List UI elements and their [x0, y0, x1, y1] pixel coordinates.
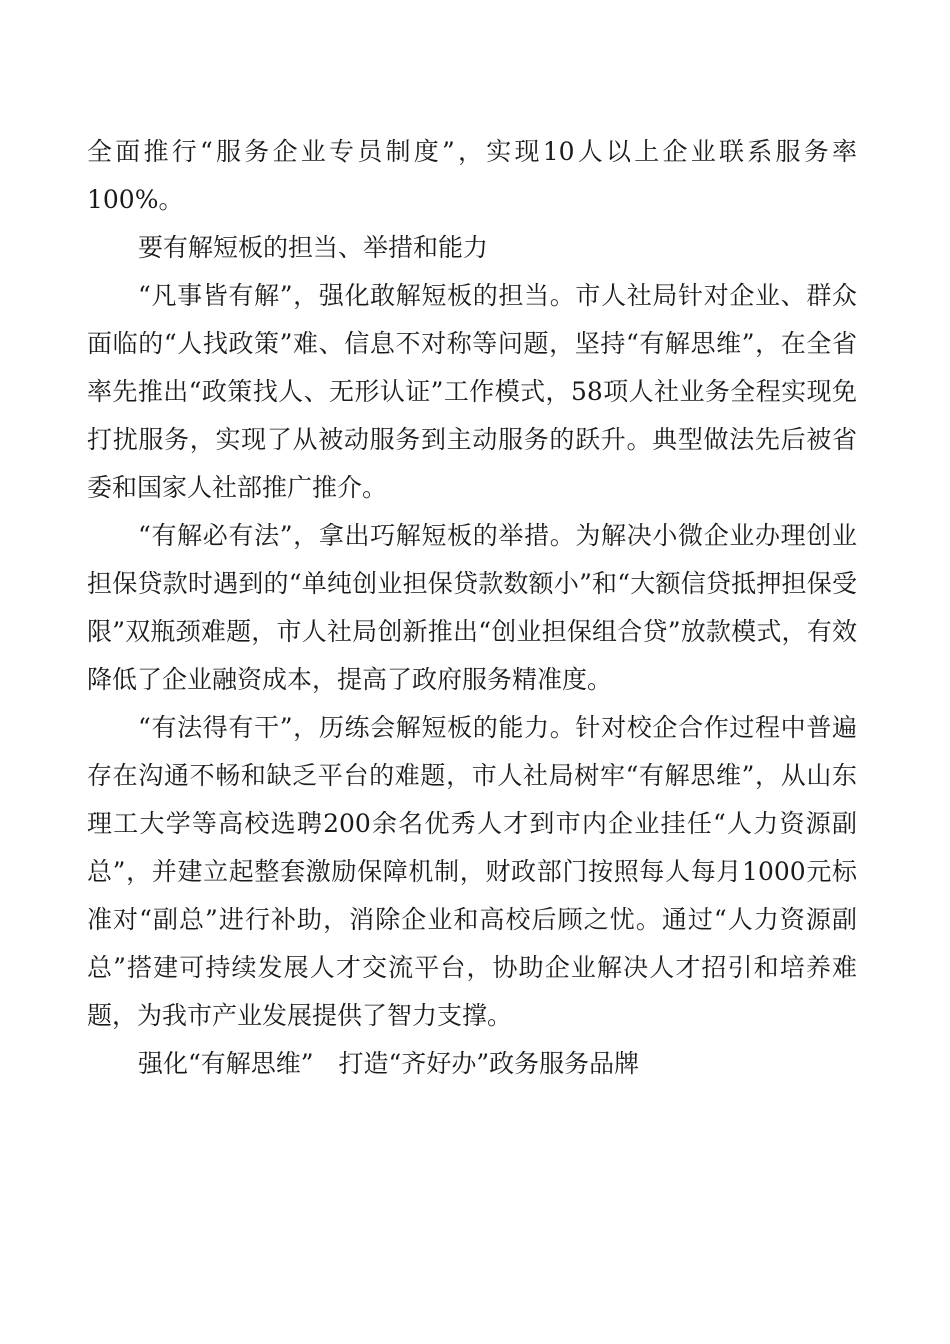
paragraph-service-specialist: 全面推行“服务企业专员制度”，实现10人以上企业联系服务率100%。: [87, 137, 857, 214]
paragraph-measures: “有解必有法”，拿出巧解短板的举措。为解决小微企业办理创业担保贷款时遇到的“单纯创业担保贷款数额小”和“大额信贷抵押担保受限”双瓶颈难题，市人社局创新推出“创业担保组合贷”放款模式，有效降低了企业融资成本，提高了政府服务精准度。: [87, 521, 857, 694]
document-body: [87, 128, 857, 1088]
section-heading-shortboard: 要有解短板的担当、举措和能力: [138, 233, 489, 262]
paragraph-capability: “有法得有干”，历练会解短板的能力。针对校企合作过程中普遍存在沟通不畅和缺乏平台的难题，市人社局树牢“有解思维”，从山东理工大学等高校选聘200余名优秀人才到市内企业挂任“人力资源副总”，并建立起整套激励保障机制，财政部门按照每人每月1000元标准对“副总”进行补助，消除企业和高校后顾之忧。通过“人力资源副总”搭建可持续发展人才交流平台，协助企业解决人才招引和培养难题，为我市产业发展提供了智力支撑。: [87, 713, 857, 1030]
paragraph-responsibility: “凡事皆有解”，强化敢解短板的担当。市人社局针对企业、群众面临的“人找政策”难、信息不对称等问题，坚持“有解思维”，在全省率先推出“政策找人、无形认证”工作模式，58项人社业务全程实现免打扰服务，实现了从被动服务到主动服务的跃升。典型做法先后被省委和国家人社部推广推介。: [87, 281, 857, 502]
section-heading-brand: 强化“有解思维” 打造“齐好办”政务服务品牌: [138, 1049, 640, 1078]
